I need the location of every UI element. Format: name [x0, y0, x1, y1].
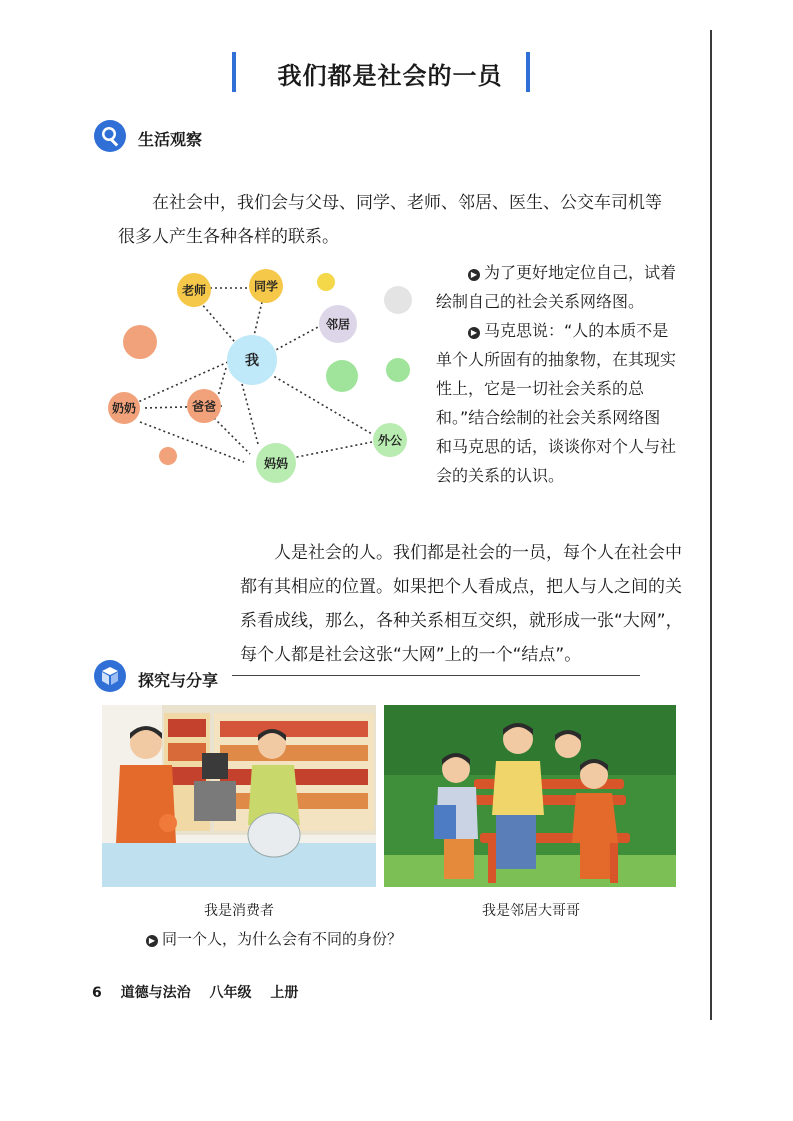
node-label: 奶奶: [111, 401, 137, 416]
activity-prompts: [436, 258, 676, 490]
section-divider: [232, 675, 640, 676]
section-label-explore: 探究与分享: [138, 671, 219, 690]
decor-bubble: [317, 273, 335, 291]
page-footer: [92, 982, 312, 1002]
magnifier-icon: [94, 120, 126, 152]
play-bullet-icon: ▶: [146, 935, 158, 947]
cube-icon: [94, 660, 126, 692]
play-bullet-icon: ▶: [468, 269, 480, 281]
page-number: 6: [92, 985, 102, 1001]
title-bar-right: [526, 52, 530, 92]
prompt-2: ▶ 马克思说：“人的本质不是单个人所固有的抽象物，在其现实性上，它是一切社会关系的总和。”结合绘制的社会关系网络图和马克思的话，谈谈你对个人与社会的关系的认识。: [436, 321, 677, 485]
decor-bubble: [123, 325, 157, 359]
decor-bubble: [326, 360, 358, 392]
node-label: 老师: [181, 283, 207, 298]
node-label: 邻居: [325, 317, 351, 332]
prompt-1: ▶ 为了更好地定位自己，试着绘制自己的社会关系网络图。: [436, 263, 677, 311]
discussion-question: ▶ 同一个人，为什么会有不同的身份？: [146, 928, 402, 949]
play-bullet-icon: ▶: [468, 327, 480, 339]
neighbor-illustration: [384, 705, 676, 887]
decor-bubble: [386, 358, 410, 382]
node-label-me: 我: [245, 353, 259, 369]
title-bar-left: [232, 52, 236, 92]
page-title: 我们都是社会的一员: [277, 62, 503, 90]
section-label-observe: 生活观察: [138, 130, 203, 149]
node-label: 爸爸: [191, 399, 217, 414]
caption-consumer: 我是消费者: [204, 903, 274, 919]
node-label: 妈妈: [263, 456, 289, 471]
main-paragraph: 人是社会的人。我们都是社会的一员，每个人在社会中都有其相应的位置。如果把个人看成点，把人与人之间的关系看成线，那么，各种关系相互交织，就形成一张“大网”，每个人都是社会这张“大网”上的一个“结点”。: [240, 543, 683, 665]
decor-bubble: [384, 286, 412, 314]
book-subject: 道德与法治: [120, 985, 191, 1001]
caption-neighbor: 我是邻居大哥哥: [482, 903, 580, 919]
consumer-illustration: [102, 705, 376, 887]
page-edge-rule: [710, 30, 712, 1020]
book-grade: 八年级: [209, 985, 252, 1001]
book-volume: 上册: [270, 985, 299, 1001]
intro-paragraph: 在社会中，我们会与父母、同学、老师、邻居、医生、公交车司机等很多人产生各种各样的联系。: [118, 193, 662, 247]
node-label: 同学: [253, 279, 279, 294]
social-network-diagram: [100, 262, 430, 492]
decor-bubble: [159, 447, 177, 465]
node-label: 外公: [377, 433, 403, 448]
